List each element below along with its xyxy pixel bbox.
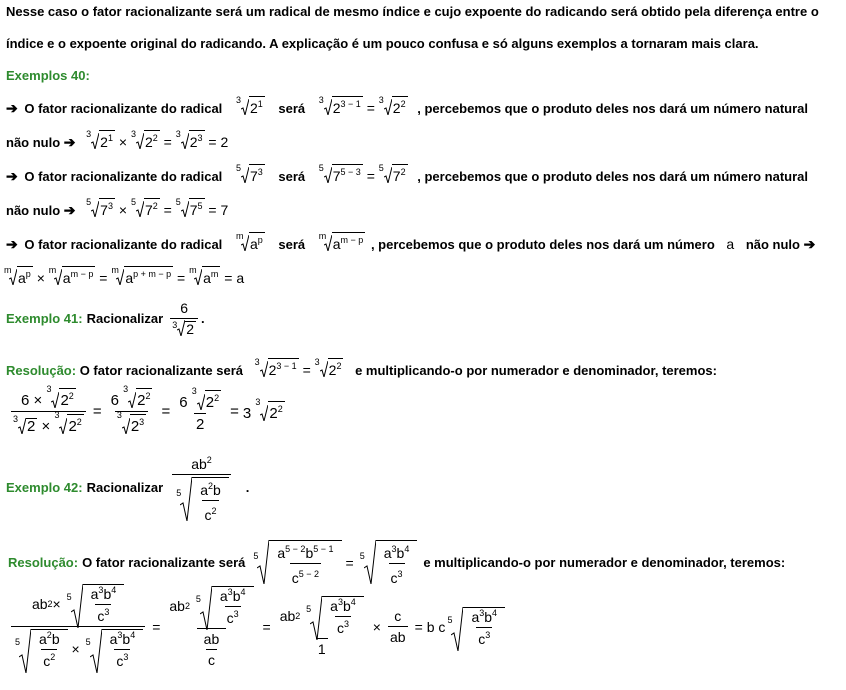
product-1: 3 $2^1$ × 3 $2^2$ = 3 $2^3 = 2$ — [86, 129, 229, 150]
radical-cbrt-2-1: 3 $2^1$ — [235, 95, 263, 116]
ex40-item-3: ➔ O fator racionalizante do radical m $a^p$ será m $a^{m - p}$ , percebemos que o produto deles nos dará um número a não nulo ➔ — [6, 231, 816, 252]
arrow-right-icon: ➔ — [6, 236, 18, 252]
intro-line-1: Nesse caso o fator racionalizante será um radical de mesmo índice e cujo expoente do radicando será obtido pela diferença entre o — [6, 4, 819, 19]
radical-5rt-7-3: 5 $7^3$ — [235, 163, 263, 184]
ex40-item-2-result: não nulo ➔ 5 $7^3$ × 5 $7^2$ = 5 $7^5 = 7$ — [6, 197, 229, 218]
radical-factor-3: m $a^{m - p}$ — [318, 231, 364, 252]
ex42-resolution: Resolução: O fator racionalizante será 5 $\frac{a^{5 - 2}b^{5 - 1}}{c^{5 - 2}}$ = 5 $\frac{a^3b^4}{c^3}$ e multiplicando-o por numerador e denominador, teremos: — [8, 540, 785, 586]
arrow-right-icon: ➔ — [6, 168, 18, 184]
arrow-right-icon: ➔ — [63, 134, 76, 150]
arrow-right-icon: ➔ — [6, 100, 18, 116]
ex41-statement: Exemplo 41: Racionalizar 6 3 2 . — [6, 300, 205, 337]
ex42-computation: ab 2 × 5 $\frac{a^3b^4}{c^3}$ 5 $\frac{a^2b}{c^2}$ × 5 $\frac{a^3b^4}{c^3}$ = ab 2 5 $\frac{a^3b^4}{c^3}$ $\frac{ab}{c}$ = ab 2 5 $\frac{a^3b^4}{c^3}$ 1 × $\frac{c}{ab}$ = b c 5 $\frac{a^3b^4}{c^3}$ — [8, 584, 505, 669]
ex42-statement: Exemplo 42: Racionalizar $ab^2$ 5 $\frac{a^2b}{c^2}$ . — [6, 452, 249, 523]
ex40-item-2: ➔ O fator racionalizante do radical 5 $7^3$ será 5 $7^{5 - 3}$ = 5 $7^2$ , percebemos que o produto deles nos dará um número natural — [6, 163, 809, 184]
ex41-resolution: Resolução: O fator racionalizante será 3 $2^{3 - 1}$ = 3 $2^2$ e multiplicando-o por numerador e denominador, teremos: — [6, 357, 717, 378]
ex42-factor: 5 $\frac{a^{5 - 2}b^{5 - 1}}{c^{5 - 2}}$ = 5 $\frac{a^3b^4}{c^3}$ — [251, 540, 417, 586]
product-2: 5 $7^3$ × 5 $7^2$ = 5 $7^5 = 7$ — [86, 197, 229, 218]
ex40-item-1-result: não nulo ➔ 3 $2^1$ × 3 $2^2$ = 3 $2^3 = 2$ — [6, 129, 229, 150]
product-3: m $a^p$ × m $a^{m - p}$ = m $a^{p + m - p}$ = m $a^m = a$ — [4, 265, 245, 286]
ex40-title: Exemplos 40: — [6, 68, 90, 83]
radical-factor-1: 3 $2^{3 - 1}$ = 3 $2^2$ — [318, 95, 406, 116]
radical-factor-2: 5 $7^{5 - 3}$ = 5 $7^2$ — [318, 163, 406, 184]
ex41-factor: 3 $2^{3 - 1}$ = 3 $2^2$ — [254, 357, 342, 378]
ex40-item-1: ➔ O fator racionalizante do radical 3 $2^1$ será 3 $2^{3 - 1}$ = 3 $2^2$ , percebemos que o produto deles nos dará um número natural — [6, 95, 809, 116]
ex41-computation: 6 × 3 $2^2$ 3 2 × 3 $2^2$ = 6 3 $2^2$ 3 $2^3$ = 6 3 $2^2$ 2 = 3 3 $2^2$ — [13, 384, 283, 435]
arrow-right-icon: ➔ — [63, 202, 76, 218]
intro-line-2: índice e o expoente original do radicando. A explicação é um pouco confusa e só alguns exemplos a tornaram mais clara. — [6, 36, 759, 51]
radical-m-a-p: m $a^p$ — [235, 231, 263, 252]
ex41-fraction: 6 3 2 — [170, 300, 198, 337]
ex40-item-3-result — [4, 266, 244, 287]
arrow-right-icon: ➔ — [803, 236, 816, 252]
ex42-fraction: $ab^2$ 5 $\frac{a^2b}{c^2}$ — [172, 452, 231, 523]
